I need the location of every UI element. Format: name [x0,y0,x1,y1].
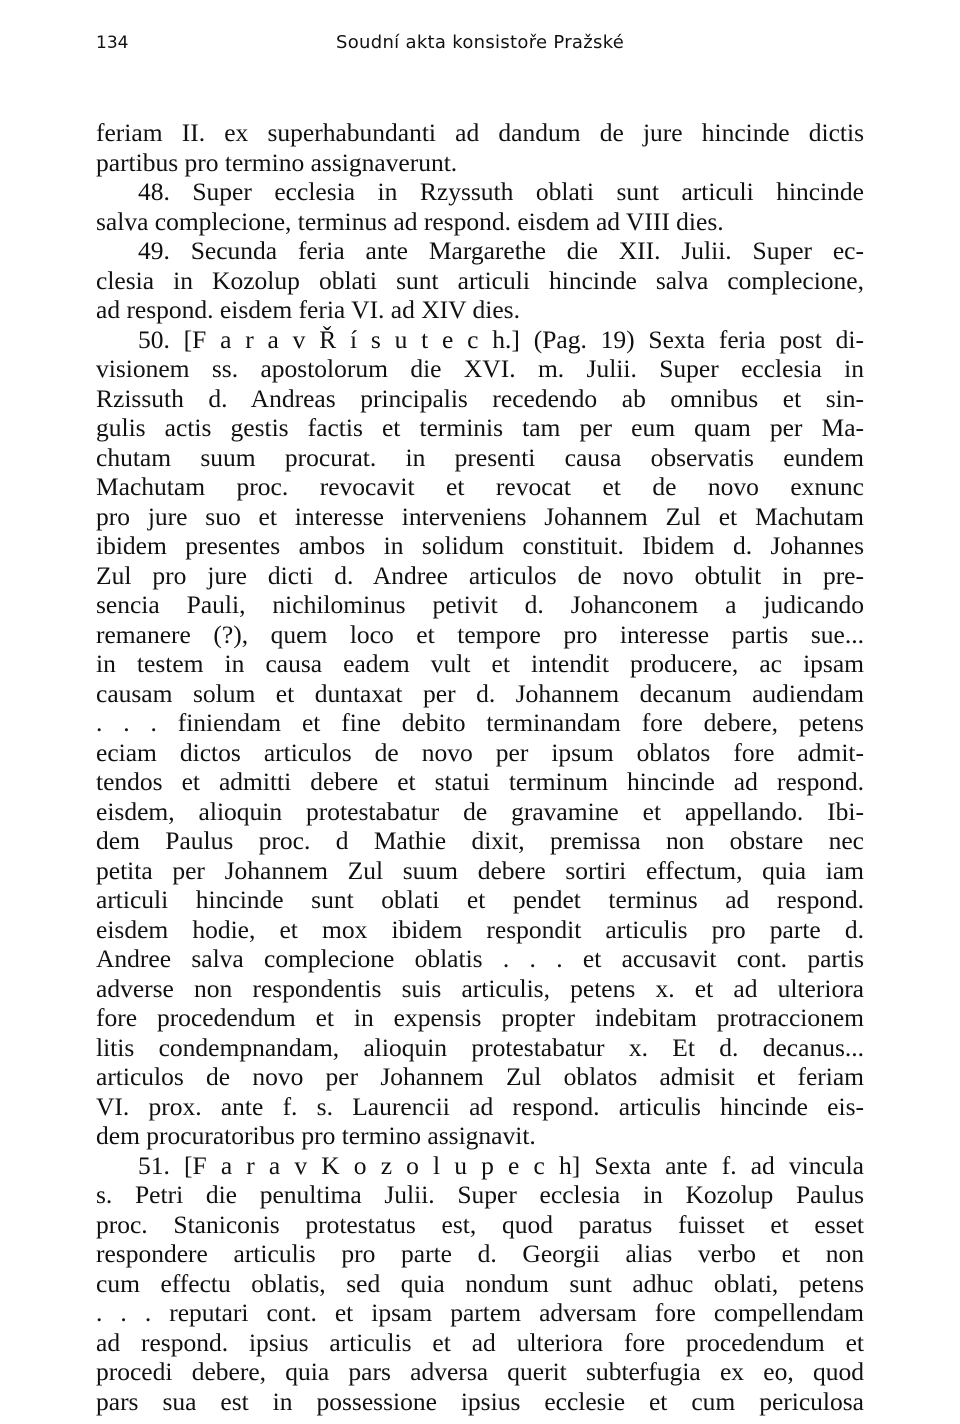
text-line: . . . finiendam et fine debito terminandam fore debere, petens [96,708,864,737]
text-line: in testem in causa eadem vult et intendit producere, ac ipsam [96,649,864,678]
text-line: . . . reputari cont. et ipsam partem adversam fore compellendam [96,1298,864,1327]
page-number: 134 [96,33,129,53]
text-line: partibus pro termino assignaverunt. [96,147,458,177]
text-line: Rzissuth d. Andreas principalis recedendo ab omnibus et sin- [96,383,864,413]
text-line: ibidem presentes ambos in solidum constituit. Ibidem d. Johannes [96,531,864,560]
text-line: fore procedendum et in expensis propter indebitam protraccionem [96,1003,864,1032]
text-line: ad respond. ipsius articulis et ad ulteriora fore procedendum et [96,1327,864,1357]
text-line: respondere articulis pro parte d. Georgii alias verbo et non [96,1239,864,1268]
text-line: Machutam proc. revocavit et revocat et de novo exnunc [96,472,864,501]
text-line: eciam dictos articulos de novo per ipsum oblatos fore admit- [96,737,864,767]
text-line: procedi debere, quia pars adversa querit subterfugia ex eo, quod [96,1357,864,1386]
text-line: VI. prox. ante f. s. Laurencii ad respond. articulis hincinde eis- [96,1091,864,1121]
body-text [96,118,864,1416]
text-line: articulos de novo per Johannem Zul oblatos admisit et feriam [96,1062,864,1091]
text-line: s. Petri die penultima Julii. Super ecclesia in Kozolup Paulus [96,1180,864,1209]
text-line: adverse non respondentis suis articulis, petens x. et ad ulteriora [96,973,864,1003]
text-line: visionem ss. apostolorum die XVI. m. Julii. Super ecclesia in [96,354,864,383]
text-line: chutam suum procurat. in presenti causa observatis eundem [96,442,864,472]
text-line: litis condempnandam, alioquin protestabatur x. Et d. decanus... [96,1032,864,1062]
text-line: pro jure suo et interesse interveniens Johannem Zul et Machutam [96,501,864,531]
running-title: Soudní akta konsistoře Pražské [336,32,625,53]
text-line: remanere (?), quem loco et tempore pro interesse partis sue... [96,619,864,649]
text-line: Andree salva complecione oblatis . . . et accusavit cont. partis [96,944,864,973]
text-line: 49. Secunda feria ante Margarethe die XII. Julii. Super ec- [138,236,864,265]
text-line: causam solum et duntaxat per d. Johannem decanum audiendam [96,678,864,708]
text-line: sencia Pauli, nichilominus petivit d. Johanconem a judicando [96,590,864,619]
text-line: articuli hincinde sunt oblati et pendet terminus ad respond. [96,885,864,914]
text-line: gulis actis gestis factis et terminis tam per eum quam per Ma- [96,413,864,442]
text-line: dem Paulus proc. d Mathie dixit, premissa non obstare nec [96,826,864,855]
text-line: tendos et admitti debere et statui terminum hincinde ad respond. [96,767,864,796]
page-header [96,32,864,68]
text-line: eisdem, alioquin protestabatur de gravamine et appellando. Ibi- [96,796,864,826]
text-line: dem procuratoribus pro termino assignavit. [96,1121,536,1150]
text-line: Zul pro jure dicti d. Andree articulos de novo obtulit in pre- [96,560,864,590]
text-line: proc. Staniconis protestatus est, quod paratus fuisset et esset [96,1209,864,1239]
text-line: 48. Super ecclesia in Rzyssuth oblati sunt articuli hincinde [138,177,864,206]
text-line: ad respond. eisdem feria VI. ad XIV dies. [96,295,520,324]
text-line: 50. [F a r a v Ř í s u t e c h.] (Pag. 19) Sexta feria post di- [138,324,864,354]
text-line: feriam II. ex superhabundanti ad dandum de jure hincinde dictis [96,118,864,147]
text-line: 51. [F a r a v K o z o l u p e c h] Sexta ante f. ad vincula [138,1150,864,1180]
text-line: cum effectu oblatis, sed quia nondum sunt adhuc oblati, petens [96,1268,864,1298]
text-line: clesia in Kozolup oblati sunt articuli hincinde salva complecione, [96,265,864,295]
text-line: salva complecione, terminus ad respond. eisdem ad VIII dies. [96,206,724,236]
text-line: pars sua est in possessione ipsius ecclesie et cum periculosa [96,1386,864,1416]
text-line: petita per Johannem Zul suum debere sortiri effectum, quia iam [96,855,864,885]
document-page [96,32,864,1416]
text-line: eisdem hodie, et mox ibidem respondit articulis pro parte d. [96,914,864,944]
